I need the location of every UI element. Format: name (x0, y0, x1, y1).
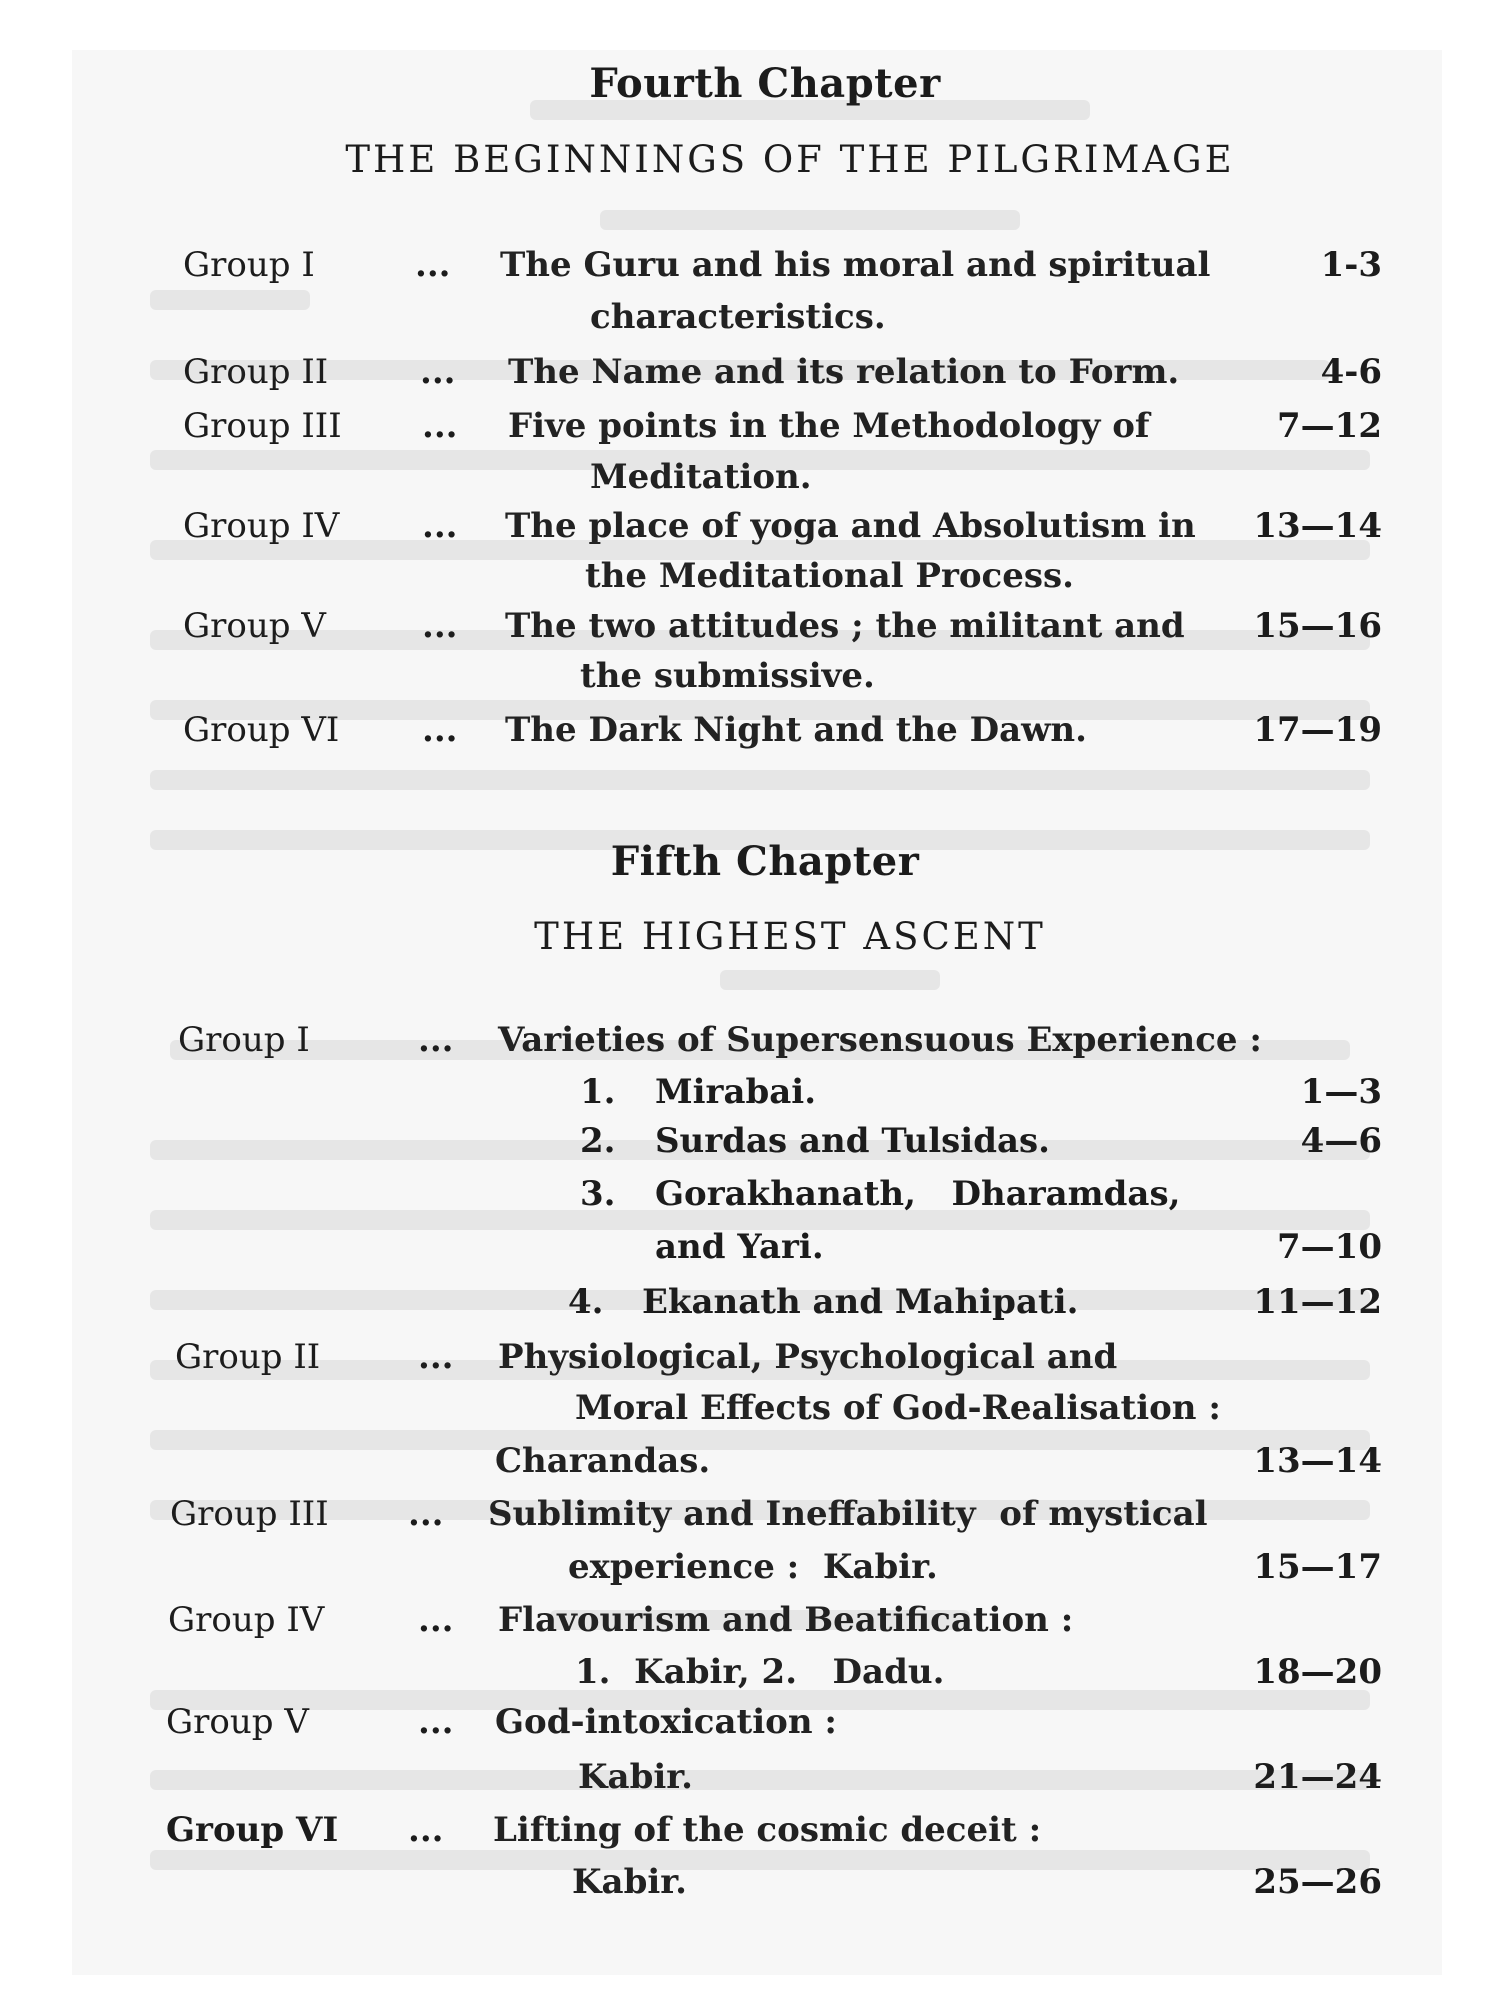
leader-dots: ... (422, 406, 458, 446)
toc-row (0, 1810, 1500, 1870)
group-label: Group VI (183, 710, 340, 750)
group-label: Group III (183, 406, 342, 446)
entry-description: The Guru and his moral and spiritual (500, 245, 1211, 285)
toc-row-continuation (0, 1547, 1500, 1607)
leader-dots: ... (408, 1810, 444, 1850)
leader-dots: ... (408, 1494, 444, 1534)
leader-dots: ... (422, 710, 458, 750)
toc-row-continuation (0, 1388, 1500, 1448)
page-range: 1—3 (1300, 1072, 1382, 1112)
toc-row (0, 1020, 1500, 1080)
toc-row (0, 1600, 1500, 1660)
entry-description: the submissive. (580, 656, 875, 696)
page-range: 13—14 (1253, 506, 1382, 546)
group-label: Group V (183, 606, 326, 646)
toc-sub-row-continuation (0, 1227, 1500, 1287)
group-label: Group II (175, 1337, 321, 1377)
item-text: Surdas and Tulsidas. (655, 1121, 1050, 1161)
group-label: Group II (183, 352, 329, 392)
page-range: 21—24 (1253, 1757, 1382, 1797)
leader-dots: ... (418, 1020, 454, 1060)
group-label: Group III (170, 1494, 329, 1534)
toc-row-continuation (0, 1757, 1500, 1817)
toc-sub-row (0, 1174, 1500, 1234)
toc-sub-row (0, 1282, 1500, 1342)
leader-dots: ... (418, 1600, 454, 1640)
group-label: Group IV (183, 506, 340, 546)
entry-description: Kabir. (578, 1757, 693, 1797)
page-range: 15—17 (1253, 1547, 1382, 1587)
toc-row-continuation (0, 1862, 1500, 1922)
toc-row (0, 1494, 1500, 1554)
entry-description: Lifting of the cosmic deceit : (493, 1810, 1042, 1850)
page-range: 4-6 (1320, 352, 1382, 392)
toc-sub-row (0, 1121, 1500, 1181)
entry-description: The two attitudes ; the militant and (505, 606, 1185, 646)
entry-description: Flavourism and Beatification : (498, 1600, 1074, 1640)
toc-row (0, 352, 1500, 412)
group-label: Group VI (166, 1810, 339, 1850)
toc-row-continuation (0, 297, 1500, 357)
entry-description: 1. Kabir, 2. Dadu. (575, 1652, 945, 1692)
toc-row (0, 245, 1500, 305)
entry-description: Varieties of Supersensuous Experience : (498, 1020, 1262, 1060)
item-text: Mirabai. (655, 1072, 817, 1112)
entry-description: Five points in the Methodology of (508, 406, 1150, 446)
leader-dots: ... (422, 506, 458, 546)
toc-row-continuation (0, 656, 1500, 716)
leader-dots: ... (415, 245, 451, 285)
item-text: Ekanath and Mahipati. (642, 1282, 1079, 1322)
item-number: 1. (580, 1072, 616, 1112)
group-label: Group V (166, 1702, 309, 1742)
page-range: 1-3 (1320, 245, 1382, 285)
leader-dots: ... (418, 1702, 454, 1742)
page-range: 7—10 (1277, 1227, 1382, 1267)
entry-description: The Dark Night and the Dawn. (505, 710, 1087, 750)
item-number: 3. (580, 1174, 616, 1214)
page-range: 18—20 (1253, 1652, 1382, 1692)
entry-description: Physiological, Psychological and (498, 1337, 1118, 1377)
chapter-title: Fourth Chapter (589, 60, 941, 107)
entry-description: Meditation. (590, 457, 812, 497)
entry-description: Moral Effects of God-Realisation : (575, 1388, 1221, 1428)
toc-row-continuation (0, 1441, 1500, 1501)
page-range: 17—19 (1253, 710, 1382, 750)
entry-description: Kabir. (572, 1862, 687, 1902)
entry-description: Charandas. (495, 1441, 711, 1481)
page-range: 4—6 (1300, 1121, 1382, 1161)
chapter-subtitle: THE BEGINNINGS OF THE PILGRIMAGE (345, 138, 1235, 181)
page-range: 11—12 (1253, 1282, 1382, 1322)
group-label: Group I (183, 245, 315, 285)
entry-description: The place of yoga and Absolutism in (505, 506, 1196, 546)
entry-description: experience : Kabir. (568, 1547, 938, 1587)
item-text: and Yari. (655, 1227, 824, 1267)
toc-row (0, 710, 1500, 770)
entry-description: characteristics. (590, 297, 886, 337)
page-range: 15—16 (1253, 606, 1382, 646)
item-number: 4. (568, 1282, 604, 1322)
entry-description: The Name and its relation to Form. (508, 352, 1180, 392)
page-range: 7—12 (1277, 406, 1382, 446)
chapter-title: Fifth Chapter (610, 838, 920, 885)
entry-description: the Meditational Process. (585, 556, 1074, 596)
page-range: 13—14 (1253, 1441, 1382, 1481)
leader-dots: ... (422, 606, 458, 646)
entry-description: Sublimity and Ineffability of mystical (488, 1494, 1208, 1534)
group-label: Group IV (168, 1600, 325, 1640)
page-range: 25—26 (1253, 1862, 1382, 1902)
toc-row (0, 1702, 1500, 1762)
leader-dots: ... (420, 352, 456, 392)
group-label: Group I (178, 1020, 310, 1060)
chapter-subtitle: THE HIGHEST ASCENT (534, 915, 1046, 958)
entry-description: God-intoxication : (495, 1702, 837, 1742)
item-text: Gorakhanath, Dharamdas, (655, 1174, 1181, 1214)
item-number: 2. (580, 1121, 616, 1161)
leader-dots: ... (418, 1337, 454, 1377)
